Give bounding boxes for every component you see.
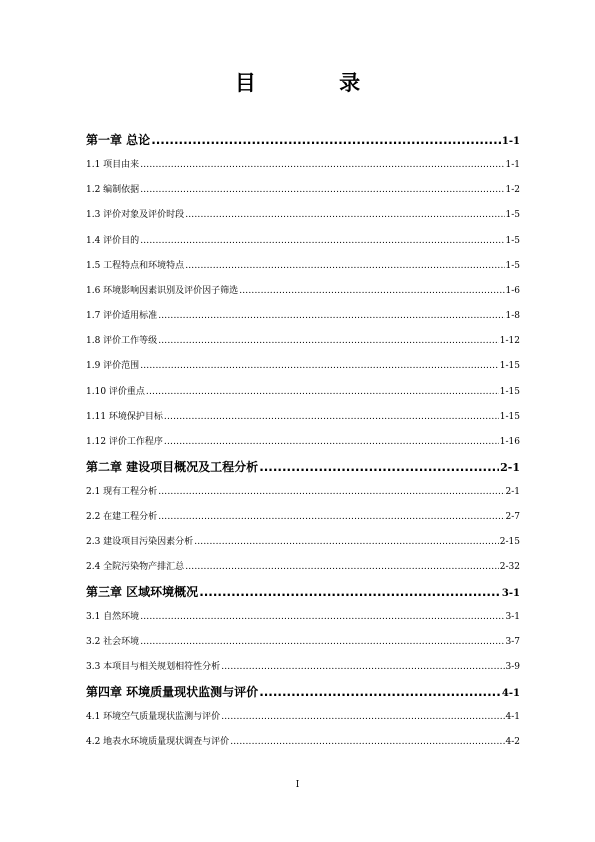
toc-section-entry[interactable] xyxy=(86,258,520,271)
toc-section-entry[interactable] xyxy=(86,534,520,547)
toc-chapter-entry[interactable] xyxy=(86,683,520,700)
toc-entry-label: 1.7 评价适用标准 xyxy=(86,311,158,321)
toc-section-entry[interactable] xyxy=(86,434,520,447)
toc-entry-label: 1.10 评价重点 xyxy=(86,387,145,397)
toc-entry-page: 1-16 xyxy=(499,437,520,447)
toc-dot-leader xyxy=(140,612,504,622)
toc-entry-page: 2-7 xyxy=(505,512,520,522)
toc-entry-page: 1-2 xyxy=(505,185,520,195)
toc-dot-leader xyxy=(140,185,504,195)
toc-dot-leader xyxy=(158,311,504,321)
toc-section-entry[interactable] xyxy=(86,384,520,397)
toc-section-entry[interactable] xyxy=(86,609,520,622)
toc-section-entry[interactable] xyxy=(86,484,520,497)
toc-entry-page: 2-32 xyxy=(499,562,520,572)
toc-entry-label: 第三章 区域环境概况 xyxy=(86,585,199,599)
toc-entry-label: 3.1 自然环境 xyxy=(86,612,140,622)
toc-entry-label: 1.5 工程特点和环境特点 xyxy=(86,261,185,271)
toc-entry-page: 1-6 xyxy=(505,286,520,296)
toc-section-entry[interactable] xyxy=(86,409,520,422)
toc-entry-page: 1-15 xyxy=(499,387,520,397)
toc-entry-page: 4-2 xyxy=(505,737,520,747)
toc-entry-label: 2.2 在建工程分析 xyxy=(86,512,158,522)
toc-entry-page: 1-5 xyxy=(505,236,520,246)
toc-dot-leader xyxy=(221,662,504,672)
toc-dot-leader xyxy=(140,236,504,246)
toc-dot-leader xyxy=(194,537,499,547)
toc-entry-label: 2.1 现有工程分析 xyxy=(86,487,158,497)
toc-entry-label: 1.8 评价工作等级 xyxy=(86,336,158,346)
toc-entry-page: 1-1 xyxy=(501,136,520,147)
toc-entry-label: 3.3 本项目与相关规划相符性分析 xyxy=(86,662,221,672)
toc-section-entry[interactable] xyxy=(86,634,520,647)
toc-dot-leader xyxy=(140,637,504,647)
toc-entry-label: 1.11 环境保护目标 xyxy=(86,412,163,422)
toc-dot-leader xyxy=(140,361,499,371)
toc-dot-leader xyxy=(164,412,499,422)
toc-section-entry[interactable] xyxy=(86,734,520,747)
toc-section-entry[interactable] xyxy=(86,308,520,321)
toc-section-entry[interactable] xyxy=(86,283,520,296)
toc-section-entry[interactable] xyxy=(86,233,520,246)
toc-entry-label: 4.2 地表水环境质量现状调查与评价 xyxy=(86,737,230,747)
toc-entry-page: 1-5 xyxy=(505,210,520,220)
toc-entry-label: 1.12 评价工作程序 xyxy=(86,437,163,447)
toc-entry-page: 3-7 xyxy=(505,637,520,647)
page-title: 目 录 xyxy=(234,71,399,95)
toc-chapter-entry[interactable] xyxy=(86,131,520,148)
toc-entry-label: 第二章 建设项目概况及工程分析 xyxy=(86,460,259,474)
toc-entry-page: 4-1 xyxy=(501,688,520,699)
toc-entry-label: 1.3 评价对象及评价时段 xyxy=(86,210,185,220)
toc-section-entry[interactable] xyxy=(86,157,520,170)
toc-entry-page: 1-8 xyxy=(505,311,520,321)
toc-dot-leader xyxy=(185,210,504,220)
toc-dot-leader xyxy=(158,336,499,346)
toc-entry-page: 3-1 xyxy=(505,612,520,622)
toc-entry-page: 3-1 xyxy=(501,588,520,599)
toc-entry-label: 4.1 环境空气质量现状监测与评价 xyxy=(86,712,221,722)
toc-section-entry[interactable] xyxy=(86,559,520,572)
toc-entry-page: 2-1 xyxy=(505,487,520,497)
toc-dot-leader xyxy=(259,685,501,699)
toc-entry-label: 1.6 环境影响因素识别及评价因子筛选 xyxy=(86,286,239,296)
toc-section-entry[interactable] xyxy=(86,333,520,346)
toc-section-entry[interactable] xyxy=(86,207,520,220)
toc-entry-page: 2-1 xyxy=(500,461,520,474)
toc-entry-page: 3-9 xyxy=(505,662,520,672)
toc-dot-leader xyxy=(185,261,504,271)
toc-dot-leader xyxy=(151,133,501,147)
toc-entry-label: 2.4 全院污染物产排汇总 xyxy=(86,562,185,572)
toc-entry-page: 1-1 xyxy=(505,160,520,170)
toc-section-entry[interactable] xyxy=(86,182,520,195)
toc-dot-leader xyxy=(259,460,499,474)
toc-entry-page: 1-15 xyxy=(499,361,520,371)
toc-entry-label: 1.4 评价目的 xyxy=(86,236,140,246)
toc-section-entry[interactable] xyxy=(86,509,520,522)
toc-entry-label: 1.9 评价范围 xyxy=(86,361,140,371)
toc-dot-leader xyxy=(239,286,504,296)
toc-entry-label: 1.2 编制依据 xyxy=(86,185,140,195)
toc-dot-leader xyxy=(158,512,504,522)
toc-entry-label: 2.3 建设项目污染因素分析 xyxy=(86,537,194,547)
toc-entry-page: 1-12 xyxy=(499,336,520,346)
toc-dot-leader xyxy=(158,487,504,497)
toc-dot-leader xyxy=(164,437,499,447)
toc-dot-leader xyxy=(199,585,501,599)
toc-section-entry[interactable] xyxy=(86,358,520,371)
toc-entry-page: 1-5 xyxy=(505,261,520,271)
toc-dot-leader xyxy=(230,737,504,747)
toc-entry-label: 1.1 项目由来 xyxy=(86,160,140,170)
toc-section-entry[interactable] xyxy=(86,659,520,672)
toc-dot-leader xyxy=(221,712,504,722)
toc-entry-page: 1-15 xyxy=(499,412,520,422)
toc-entry-page: 2-15 xyxy=(499,537,520,547)
toc-entry-label: 第四章 环境质量现状监测与评价 xyxy=(86,685,259,699)
toc-chapter-entry[interactable] xyxy=(86,458,520,475)
toc-dot-leader xyxy=(185,562,499,572)
toc-entry-label: 3.2 社会环境 xyxy=(86,637,140,647)
toc-entry-page: 4-1 xyxy=(505,712,520,722)
page-number: I xyxy=(295,780,300,790)
toc-dot-leader xyxy=(146,387,499,397)
toc-section-entry[interactable] xyxy=(86,709,520,722)
toc-chapter-entry[interactable] xyxy=(86,583,520,600)
toc-dot-leader xyxy=(140,160,504,170)
toc-entry-label: 第一章 总论 xyxy=(86,133,151,147)
